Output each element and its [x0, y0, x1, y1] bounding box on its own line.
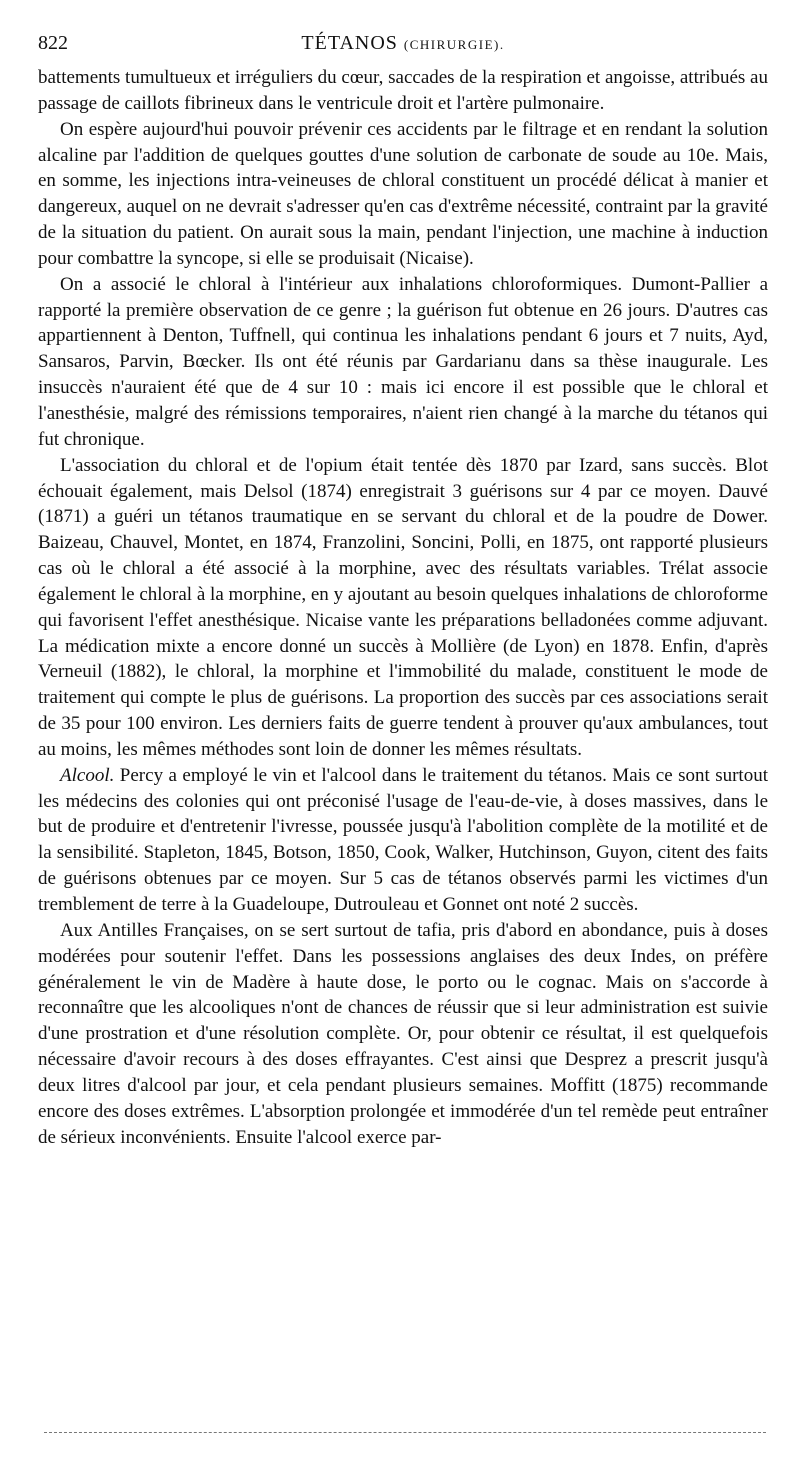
paragraph-6-text: Aux Antilles Françaises, on se sert surtout de tafia, pris d'abord en abondance, puis à doses modérées pour soutenir l'effet. Dans les possessions anglaises des deux Indes, on préfère généralement le vin de Madère à haute dose, le porto ou le cognac. Mais on s'accorde à reconnaître que les alcooliques n'ont de chances de réussir que si leur administration est suivie d'une prostration et d'une résolution complète. Or, pour obtenir ce résultat, il est quelquefois nécessaire d'avoir recours à des doses effrayantes. C'est ainsi que Desprez a prescrit jusqu'à deux litres d'alcool par jour, et cela pendant plusieurs semaines. Moffitt (1875) recommande encore des doses extrêmes. L'absorption prolongée et immodérée d'un tel remède peut entraîner de sérieux inconvénients. Ensuite l'alcool exerce par-: [38, 919, 768, 1148]
footer-dotted-rule: [44, 1432, 766, 1433]
paragraph-6: [38, 918, 768, 1151]
running-title-section: (CHIRURGIE).: [403, 37, 505, 52]
paragraph-1-text: battements tumultueux et irréguliers du cœur, saccades de la respiration et angoisse, attribués au passage de caillots fibrineux dans le ventricule droit et l'artère pulmonaire.: [38, 67, 768, 114]
paragraph-1: [38, 65, 768, 117]
page-number: 822: [38, 32, 68, 54]
page-header: [38, 30, 768, 56]
document-page: [38, 30, 768, 1150]
paragraph-5: [38, 763, 768, 918]
paragraph-3-text: On a associé le chloral à l'intérieur aux inhalations chloroformiques. Dumont-Pallier a rapporté la première observation de ce genre ; la guérison fut obtenue en 26 jours. D'autres cas appartiennent à Denton, Tuffnell, qui continua les inhalations pendant 6 jours et 7 nuits, Ayd, Sansaros, Parvin, Bœcker. Ils ont été réunis par Gardarianu dans sa thèse inaugurale. Les insuccès n'auraient été que de 4 sur 10 : mais ici encore il est possible que le chloral et l'anesthésie, malgré des rémissions temporaires, n'aient rien changé à la marche du tétanos qui fut chronique.: [38, 273, 768, 450]
paragraph-2-text: On espère aujourd'hui pouvoir prévenir ces accidents par le filtrage et en rendant la solution alcaline par l'addition de quelques gouttes d'une solution de carbonate de soude au 10e. Mais, en somme, les injections intra-veineuses de chloral constituent un procédé délicat à manier et dangereux, auquel on ne devrait s'adresser qu'en cas d'extrême nécessité, contraint par la gravité de la situation du patient. On aurait sous la main, pendant l'injection, une machine à induction pour combattre la syncope, si elle se produisait (Nicaise).: [38, 118, 768, 269]
paragraph-2: [38, 117, 768, 272]
paragraph-4-text: L'association du chloral et de l'opium était tentée dès 1870 par Izard, sans succès. Blot échouait également, mais Delsol (1874) enregistrait 3 guérisons sur 4 par ce moyen. Dauvé (1871) a guéri un tétanos traumatique en se servant du chloral et de la poudre de Dower. Baizeau, Chauvel, Montet, en 1874, Franzolini, Soncini, Polli, en 1875, ont rapporté plusieurs cas où le chloral a été associé à la morphine, avec des résultats variables. Trélat associe également le chloral à la morphine, en y ajoutant au besoin quelques inhalations de chloroforme qui favorisent l'effet anesthésique. Nicaise vante les préparations belladonées comme adjuvant. La médication mixte a encore donné un succès à Mollière (de Lyon) en 1878. Enfin, d'après Verneuil (1882), le chloral, la morphine et l'immobilité du malade, constituent le mode de traitement qui compte le plus de guérisons. La proportion des succès par ces associations serait de 35 pour 100 environ. Les derniers faits de guerre tendent à prouver qu'aux ambulances, tout au moins, les mêmes méthodes sont loin de donner les mêmes résultats.: [38, 454, 768, 760]
body-text: [38, 65, 768, 1150]
paragraph-5-text: Percy a employé le vin et l'alcool dans le traitement du tétanos. Mais ce sont surtout les médecins des colonies qui ont préconisé l'usage de l'eau-de-vie, à doses massives, dans le but de produire et d'entretenir l'ivresse, poussée jusqu'à l'abolition complète de la motilité et de la sensibilité. Stapleton, 1845, Botson, 1850, Cook, Walker, Hutchinson, Guyon, citent des faits de guérisons obtenues par ce moyen. Sur 5 cas de tétanos observés parmi les victimes d'un tremblement de terre à la Guadeloupe, Dutrouleau et Gonnet ont noté 2 succès.: [38, 764, 768, 915]
section-heading-alcool: Alcool.: [60, 764, 115, 786]
running-title: [38, 30, 768, 58]
running-title-main: TÉTANOS: [301, 32, 398, 54]
paragraph-4: [38, 453, 768, 763]
paragraph-3: [38, 272, 768, 453]
